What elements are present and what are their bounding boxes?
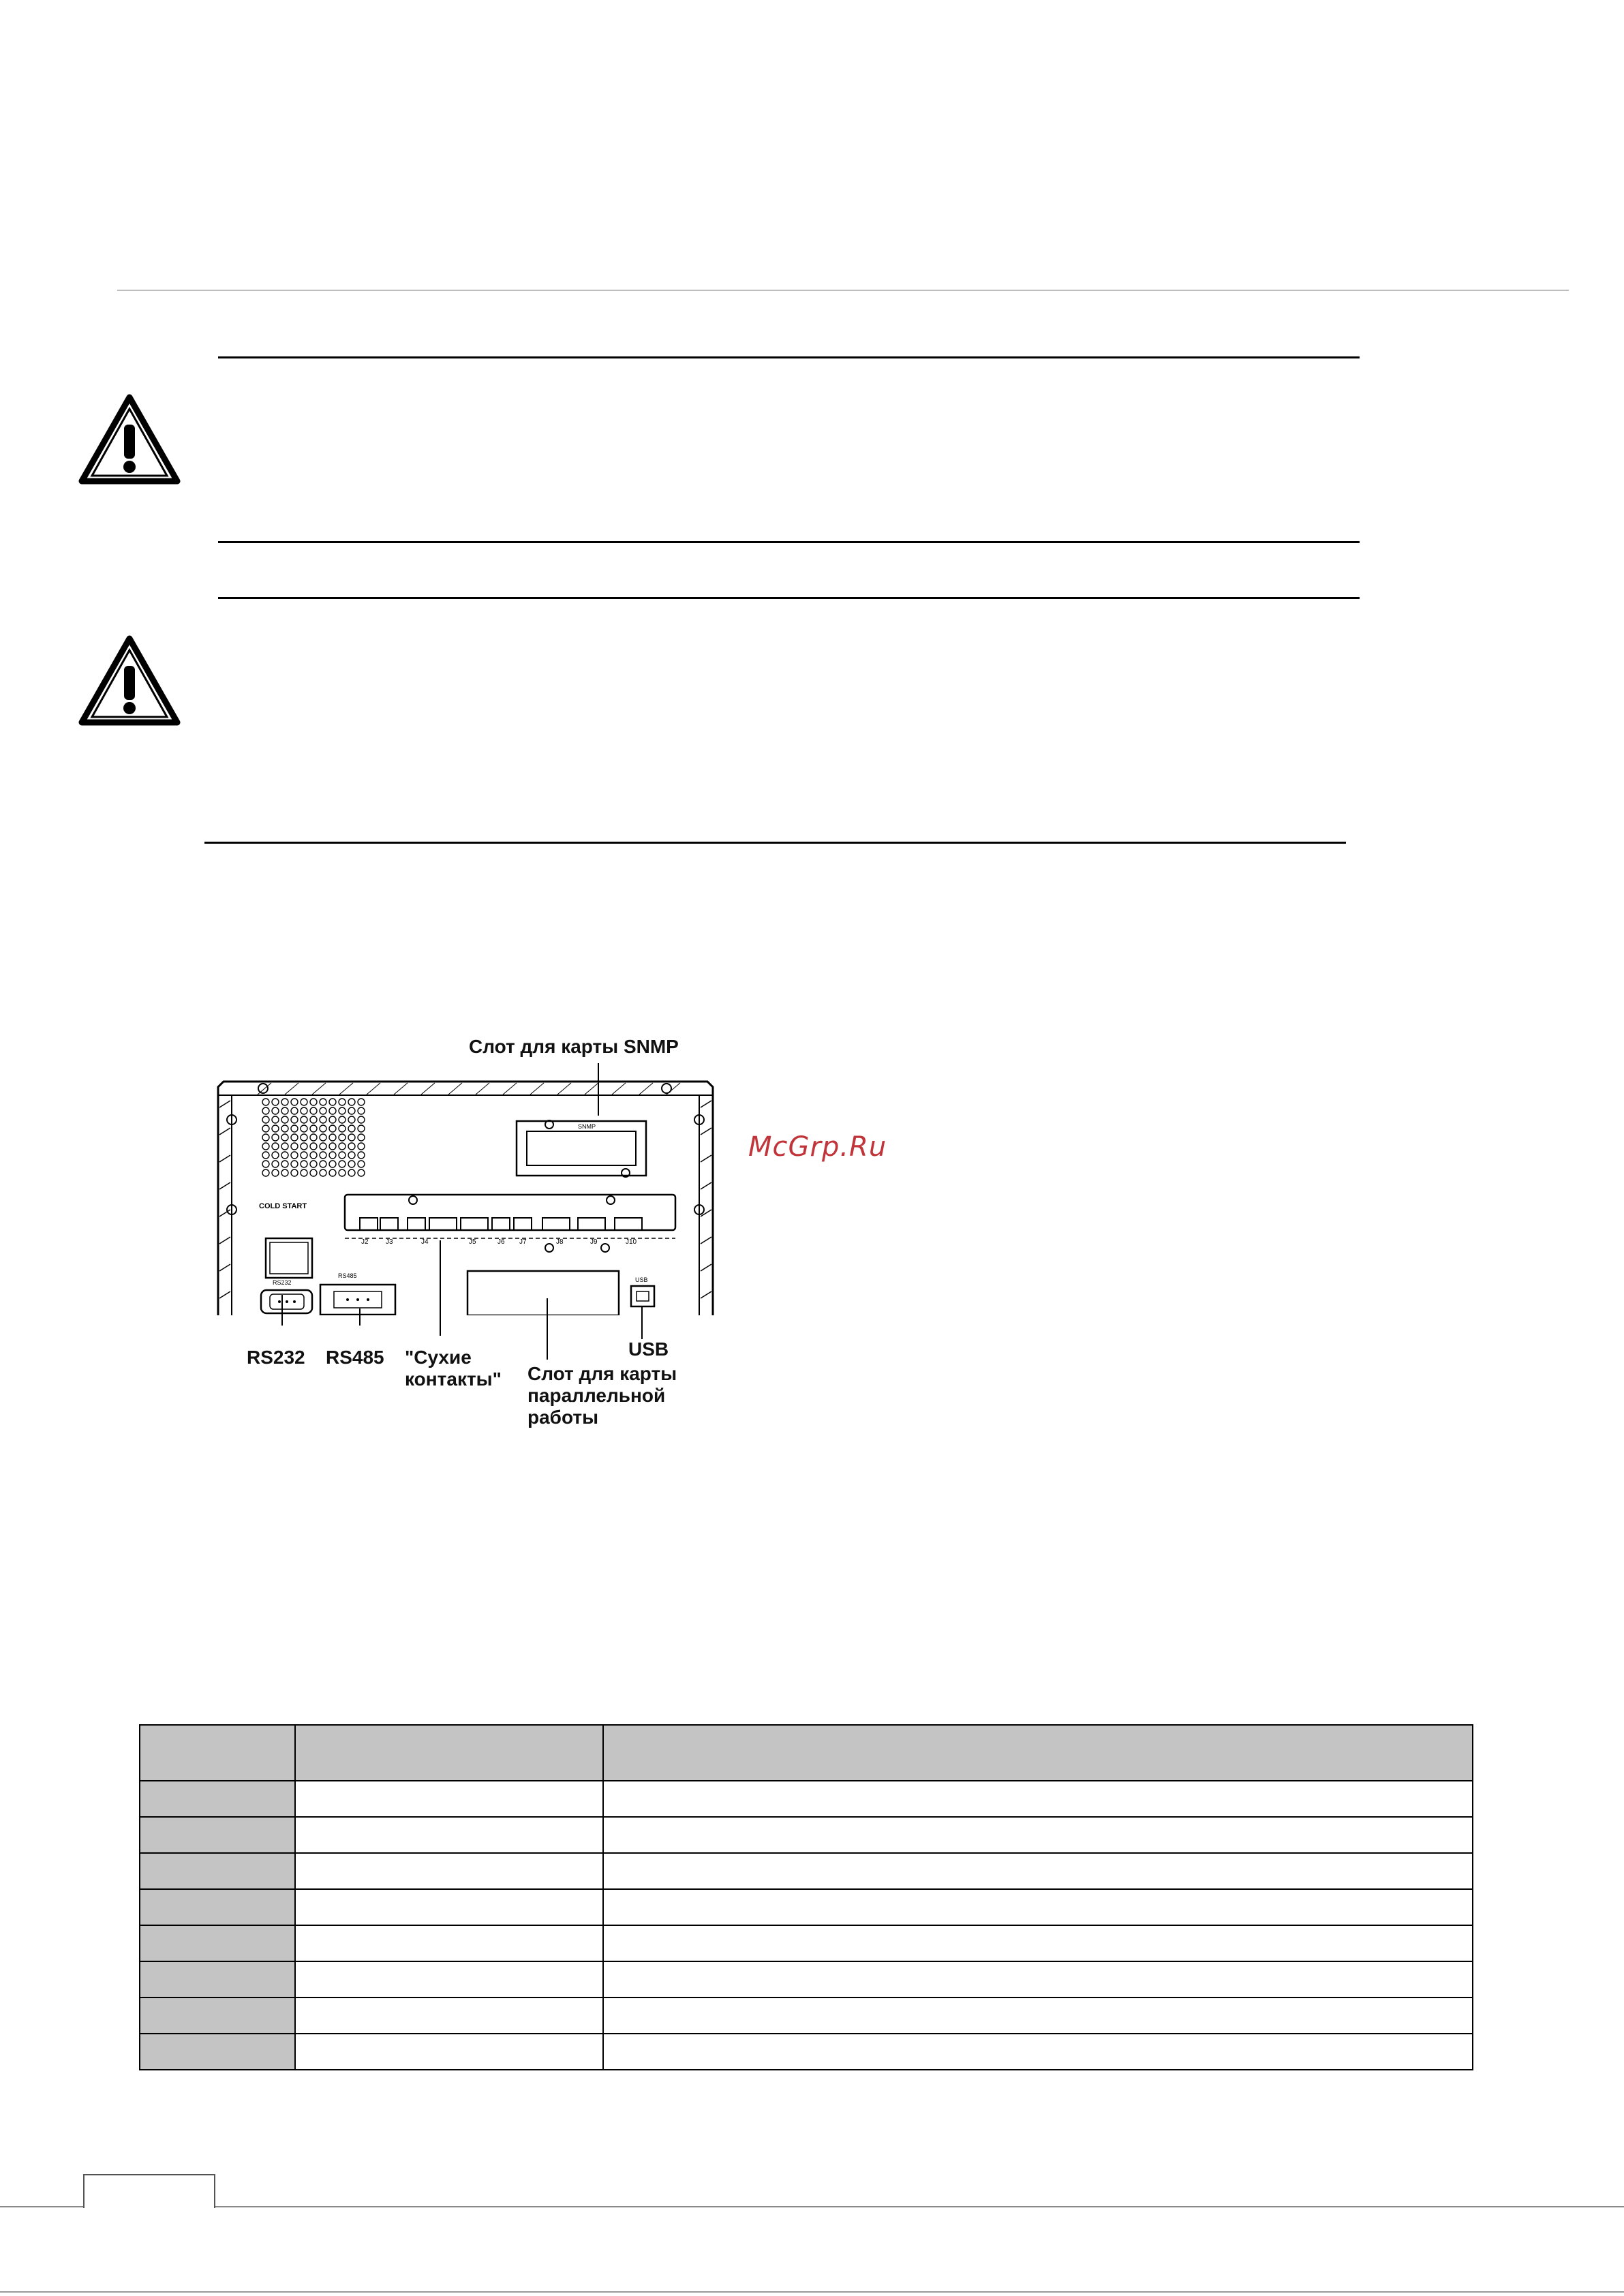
table-cell [295,1961,603,1997]
table-cell [603,1889,1473,1925]
jack-label-j9: J9 [590,1238,598,1246]
dry-contacts-label [405,1347,502,1390]
page-number-tab [83,2174,215,2208]
table-cell [140,1853,295,1889]
table-cell [140,1889,295,1925]
table-cell [603,1817,1473,1853]
rs232-panel-text: RS232 [273,1279,292,1286]
bottom-edge-rule [0,2291,1624,2293]
table-header-cell [603,1725,1473,1781]
header-rule [117,290,1569,291]
jack-label-j4: J4 [421,1238,429,1246]
warning-1-bottom-rule [218,541,1360,543]
table-cell [140,1781,295,1817]
table-row [140,1853,1473,1889]
jack-label-j10: J10 [626,1238,637,1246]
warning-1-top-rule [218,356,1360,358]
warning-2-top-rule [218,597,1360,599]
jack-label-j2: J2 [361,1238,369,1246]
table-cell [295,1781,603,1817]
table-cell [140,1817,295,1853]
rs485-label: RS485 [326,1347,384,1368]
table-cell [140,1997,295,2034]
rs232-label: RS232 [247,1347,305,1368]
parallel-slot-label [527,1363,677,1428]
parallel-slot-label-line-2: параллельной [527,1385,666,1406]
parallel-slot-label-line-1: Слот для карты [527,1363,677,1384]
table-header-cell [140,1725,295,1781]
table-cell [603,2034,1473,2070]
usb-label: USB [628,1338,669,1360]
section-rule [204,842,1346,844]
snmp-panel-text: SNMP [578,1123,596,1130]
jack-label-j7: J7 [519,1238,527,1246]
table-cell [140,1961,295,1997]
jack-label-j8: J8 [556,1238,564,1246]
table-cell [140,2034,295,2070]
table-cell [295,1925,603,1961]
callout-lines [217,1063,735,1363]
spec-table [139,1724,1473,2070]
table-cell [603,1961,1473,1997]
dry-contacts-label-line-1: "Сухие [405,1347,472,1368]
table-row [140,1961,1473,1997]
jack-label-j6: J6 [497,1238,505,1246]
table-cell [603,1781,1473,1817]
table-cell [603,1997,1473,2034]
table-cell [295,1817,603,1853]
table-row [140,1925,1473,1961]
table-row [140,2034,1473,2070]
cold-start-label: COLD START [259,1202,307,1210]
watermark: McGrp.Ru [748,1131,887,1163]
table-cell [295,1997,603,2034]
table-cell [295,1853,603,1889]
table-row [140,1997,1473,2034]
jack-label-j3: J3 [386,1238,393,1246]
rs485-panel-text: RS485 [338,1272,357,1279]
table-cell [603,1925,1473,1961]
usb-panel-text: USB [635,1276,648,1283]
table-header-row [140,1725,1473,1781]
table-row [140,1817,1473,1853]
jack-label-j5: J5 [469,1238,476,1246]
parallel-slot-label-line-3: работы [527,1407,599,1428]
table-cell [295,2034,603,2070]
snmp-slot-label: Слот для карты SNMP [469,1036,679,1057]
table-header-cell [295,1725,603,1781]
table-row [140,1781,1473,1817]
dry-contacts-label-line-2: контакты" [405,1368,502,1390]
table-cell [140,1925,295,1961]
table-cell [295,1889,603,1925]
footer-rule [0,2206,1624,2207]
warning-triangle-icon [78,635,181,727]
warning-triangle-icon [78,394,181,486]
table-cell [603,1853,1473,1889]
table-row [140,1889,1473,1925]
